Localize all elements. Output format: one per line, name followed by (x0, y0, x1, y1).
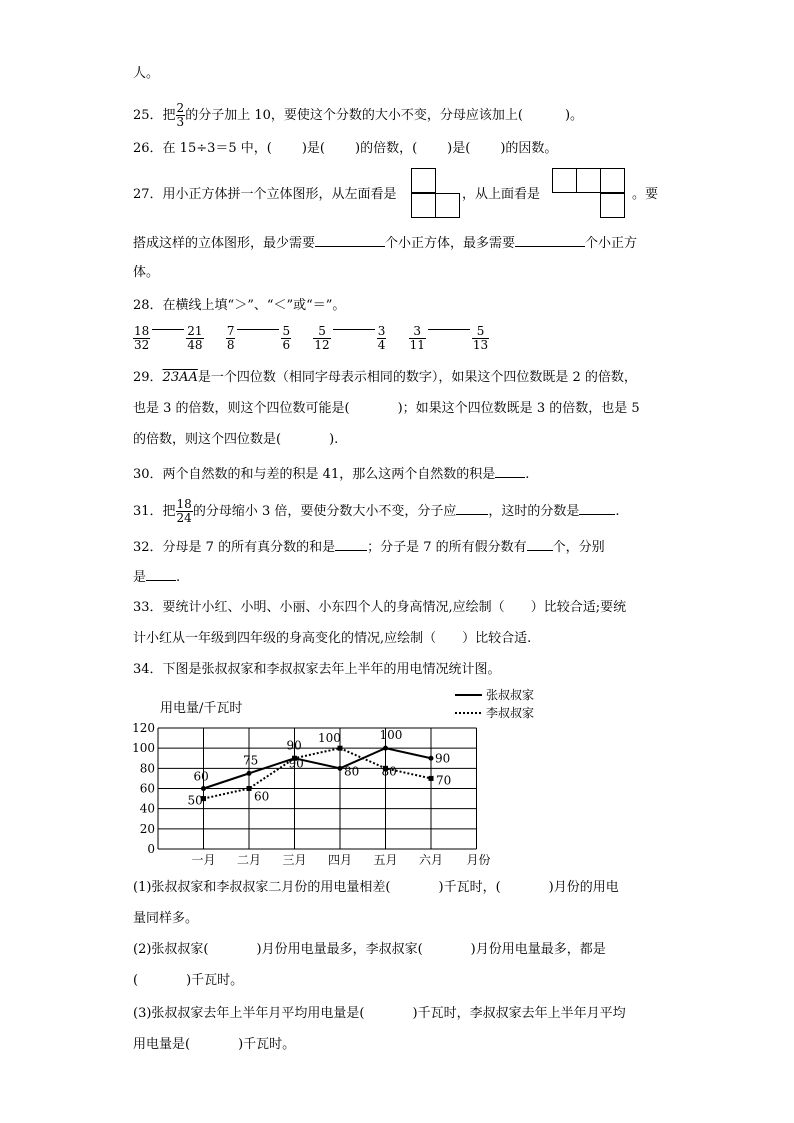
question-33-line2: 计小红从一年级到四年级的身高变化的情况,应绘制（ ）比较合适. (133, 631, 532, 646)
question-32-line2: 是 . (133, 570, 181, 585)
q25-end: )。 (564, 108, 584, 123)
question-29-line2: 也是 3 的倍数，则这个四位数可能是( )；如果这个四位数既是 3 的倍数，也是 5 (133, 401, 640, 416)
x-tick-label: 二月 (236, 853, 262, 867)
y-tick-label: 20 (139, 821, 155, 836)
q25-pre: 25．把 (133, 108, 176, 123)
question-30: 30．两个自然数的和与差的积是 41，那么这两个自然数的积是 . (133, 467, 530, 482)
data-point (338, 746, 343, 751)
q24-tail: 人。 (133, 66, 160, 81)
left-view-figure (411, 168, 461, 218)
q34-sub2-line2: ( )千瓦时。 (133, 973, 244, 988)
question-29-line3: 的倍数，则这个四位数是( ). (133, 432, 339, 447)
x-tick-label: 三月 (282, 853, 307, 867)
data-label: 90 (286, 738, 302, 753)
data-label: 90 (288, 756, 304, 771)
question-34-title: 34．下图是张叔叔家和李叔叔家去年上半年的用电情况统计图。 (133, 662, 501, 677)
x-tick-label: 四月 (327, 853, 353, 867)
question-26: 26．在 15÷3＝5 中，( )是( )的倍数，( )是( )的因数。 (133, 141, 558, 156)
series-line (204, 748, 432, 798)
data-label: 60 (193, 769, 209, 784)
data-label: 75 (243, 753, 259, 768)
top-view-figure (552, 168, 626, 218)
y-tick-label: 100 (132, 741, 155, 756)
electricity-line-chart (118, 683, 558, 871)
y-tick-label: 0 (147, 842, 155, 856)
data-label: 80 (344, 764, 360, 779)
data-point (338, 766, 343, 771)
x-tick-label: 一月 (191, 853, 216, 867)
legend-label: 张叔叔家 (486, 688, 535, 702)
q34-sub3-line2: 用电量是( )千瓦时。 (133, 1037, 296, 1052)
question-28-fractions: $\frac{18}{32}$ $\frac{21}{48}$ $\frac{7}{8}$ $\frac{5}{6}$ $\frac{5}{12}$ $\frac{3}{4}$ $\frac{3}{11}$ $\frac{5}{13}$ (134, 324, 489, 352)
legend-label: 李叔叔家 (486, 706, 535, 720)
data-label: 100 (379, 728, 403, 743)
q27-mid: ，从上面看是 (462, 187, 541, 202)
question-27-line3: 体。 (133, 265, 160, 280)
data-label: 60 (254, 789, 270, 804)
question-32-line1: 32．分母是 7 的所有真分数的和是 ；分子是 7 的所有假分数有 个，分别 (133, 540, 605, 555)
question-27-line1: 27．用小正方体拼一个立体图形，从左面看是 (133, 187, 397, 202)
data-label: 80 (381, 764, 397, 779)
q27-end: 。要 (632, 187, 659, 202)
x-axis-label: 月份 (466, 853, 491, 867)
question-28-title: 28．在横线上填“＞”、“＜”或“＝”。 (133, 298, 346, 313)
question-25 (133, 102, 583, 129)
data-point (383, 746, 388, 751)
data-label: 100 (318, 731, 341, 746)
y-tick-label: 80 (139, 761, 155, 776)
data-label: 90 (435, 751, 451, 766)
q34-sub3-line1: (3)张叔叔家去年上半年月平均用电量是( )千瓦时，李叔叔家去年上半年月平均 (133, 1006, 626, 1021)
question-27-line2: 搭成这样的立体图形，最少需要 个小正方体，最多需要 个小正方 (133, 236, 638, 251)
q34-sub1-line2: 量同样多。 (133, 911, 199, 926)
y-axis-label: 用电量/千瓦时 (160, 701, 243, 716)
data-point (247, 771, 252, 776)
y-tick-label: 40 (139, 801, 155, 816)
q34-sub2-line1: (2)张叔叔家( )月份用电量最多，李叔叔家( )月份用电量最多，都是 (133, 942, 606, 957)
x-tick-label: 五月 (373, 853, 398, 867)
y-tick-label: 60 (139, 781, 155, 796)
y-tick-label: 120 (132, 721, 155, 735)
data-point (201, 786, 206, 791)
q25-fraction: $\frac{2}{3}$ (176, 101, 185, 129)
q34-sub1-line1: (1)张叔叔家和李叔叔家二月份的用电量相差( )千瓦时，( )月份的用电 (133, 880, 619, 895)
data-label: 70 (436, 773, 452, 788)
x-tick-label: 六月 (418, 853, 444, 867)
question-33-line1: 33．要统计小红、小明、小丽、小东四个人的身高情况,应绘制（ ）比较合适;要统 (133, 600, 627, 615)
question-31: 31．把 $\frac{18}{24}$ 的分母缩小 3 倍，要使分数大小不变，分子应 ，这时的分数是 . (133, 497, 620, 525)
data-label: 50 (187, 793, 203, 808)
question-29-line1: 29．23AA是一个四位数（相同字母表示相同的数字），如果这个四位数既是 2 的倍数， (133, 370, 637, 385)
data-point (429, 776, 434, 781)
q25-post: 的分子加上 10，要使这个分数的大小不变，分母应该加上( (185, 108, 523, 123)
data-point (429, 756, 434, 761)
data-point (247, 786, 252, 791)
